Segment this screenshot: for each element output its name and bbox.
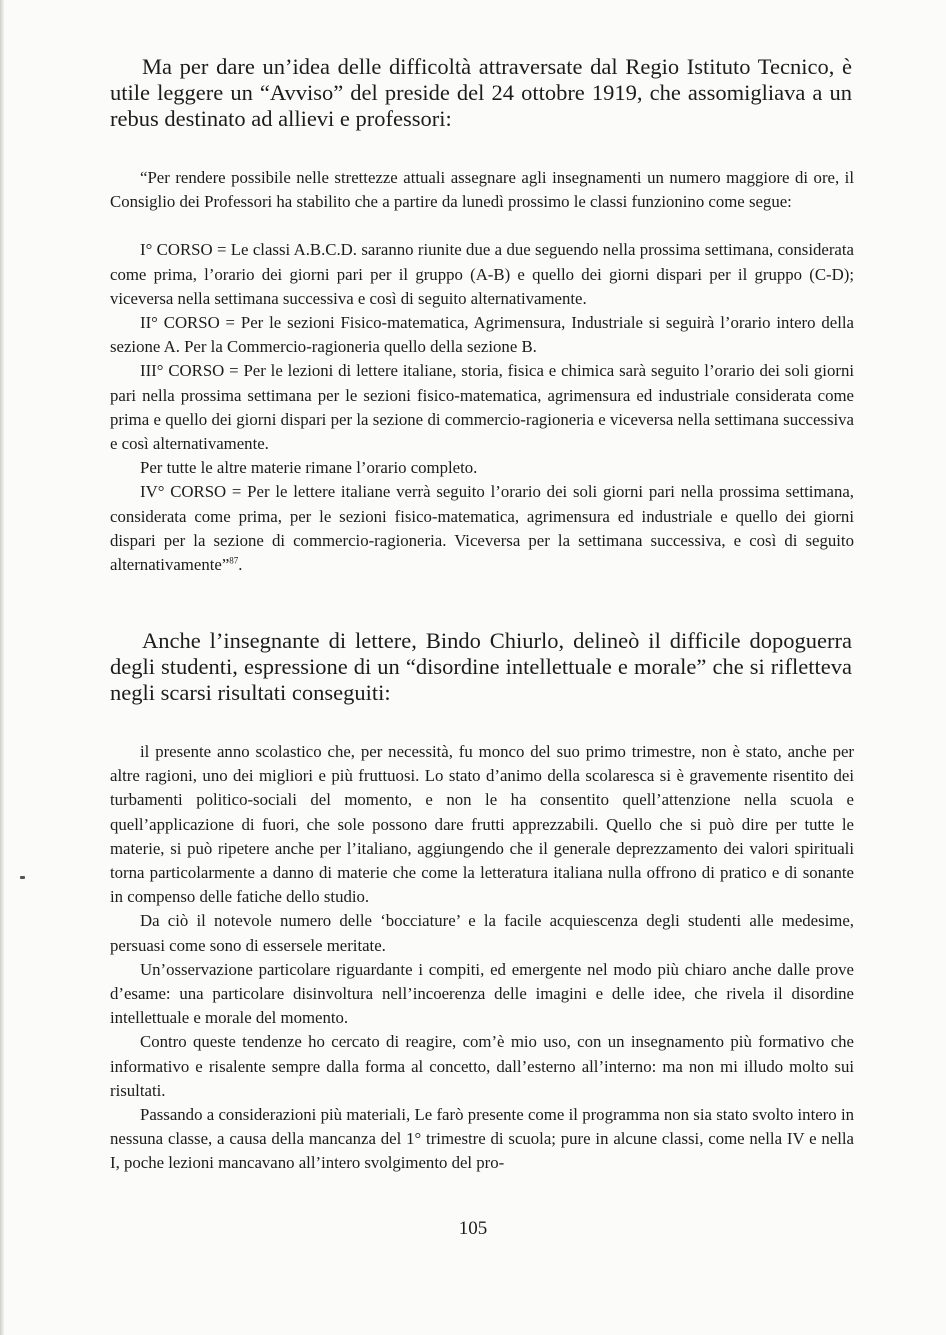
avviso-opening: “Per rendere possibile nelle strettezze attuali assegnare agli insegnamenti un numero maggiore di ore, il Consiglio dei Professori ha stabilito che a partire da lunedì prossimo le classi funzionino come segue: bbox=[110, 168, 854, 212]
relazione-paragraph-2: Da ciò il notevole numero delle ‘bocciature’ e la facile acquiescenza degli studenti alle medesime, persuasi come sono di essersele meritate. bbox=[110, 911, 854, 955]
avviso-corso-2: II° CORSO = Per le sezioni Fisico-matematica, Agrimensura, Industriale si seguirà l’orario intero della sezione A. Per la Commercio-ragioneria quello della sezione B. bbox=[110, 313, 854, 357]
page-number: 105 bbox=[458, 1218, 488, 1239]
chiurlo-intro-paragraph: Anche l’insegnante di lettere, Bindo Chiurlo, delineò il difficile dopoguerra degli studenti, espressione di un “disordine intellettuale e morale” che si rifletteva negli scarsi risultati conseguiti: bbox=[110, 628, 852, 705]
avviso-altre-materie: Per tutte le altre materie rimane l’orario completo. bbox=[140, 458, 478, 478]
relazione-paragraph-1: il presente anno scolastico che, per necessità, fu monco del suo primo trimestre, non è stato, anche per altre ragioni, uno dei migliori e più fruttuosi. Lo stato d’animo della scolaresca si è gravemente risentito dei turbamenti politico-sociali del momento, e non le ha consentito quell’attenzione nella scuola e quell’applicazione di fuori, che sole possono dare frutti apprezzabili. Quello che si può dire per tutte le materie, si può ripetere anche per l’italiano, aggiungendo che il generale deprezzamento dei valori spirituali torna particolarmente a danno di materie che come la letteratura italiana nulla offrono di pratico e di sonante in compenso delle fatiche dello studio. bbox=[110, 742, 854, 907]
avviso-closing-punct: . bbox=[238, 555, 243, 575]
avviso-corso-4-text: IV° CORSO = Per le lettere italiane verrà seguito l’orario dei soli giorni pari nella prossima settimana, considerata come prima, per le sezioni fisico-matematica, agrimensura ed industriale e quello dei giorni dispari per la sezione di commercio-ragioneria. Viceversa per la settimana successiva, e così di seguito alternativamente” bbox=[110, 482, 854, 575]
avviso-quotation bbox=[110, 166, 854, 577]
relazione-paragraph-3: Un’osservazione particolare riguardante i compiti, ed emergente nel modo più chiaro anche dalle prove d’esame: una particolare disinvoltura nell’incoerenza delle imagini e delle idee, che rivela il disordine intellettuale e morale del momento. bbox=[110, 959, 854, 1028]
avviso-corso-3: III° CORSO = Per le lezioni di lettere italiane, storia, fisica e chimica sarà seguito l’orario dei soli giorni pari nella prossima settimana per le sezioni fisico-matematica, agrimensura ed industriale considerata come prima e quello dei giorni dispari per la sezione di commercio-ragioneria e viceversa nella settimana successiva e così alternativamente. bbox=[110, 361, 854, 454]
intro-paragraph: Ma per dare un’idea delle difficoltà attraversate dal Regio Istituto Tecnico, è utile leggere un “Avviso” del preside del 24 ottobre 1919, che assomigliava a un rebus destinato ad allievi e professori: bbox=[110, 54, 852, 131]
footnote-ref-87: 87 bbox=[229, 555, 239, 566]
avviso-corso-4 bbox=[110, 480, 854, 577]
relazione-paragraph-5: Passando a considerazioni più materiali, Le farò presente come il programma non sia stato svolto intero in nessuna classe, a causa della mancanza del 1° trimestre di scuola; pure in alcune classi, come nella IV e nella I, poche lezioni mancavano all’intero svolgimento del pro- bbox=[110, 1105, 854, 1173]
chiurlo-relazione-quotation bbox=[110, 740, 854, 1176]
avviso-corso-1: I° CORSO = Le classi A.B.C.D. saranno riunite due a due seguendo nella prossima settimana, considerata come prima, l’orario dei giorni pari per il gruppo (A-B) e quello dei giorni dispari per il gruppo (C-D); viceversa nella settimana successiva e così di seguito alternativamente. bbox=[110, 240, 854, 308]
relazione-paragraph-4: Contro queste tendenze ho cercato di reagire, com’è mio uso, con un insegnamento più formativo che informativo e risalente sempre dalla forma al concetto, dall’esterno all’interno: ma non mi illudo molto sui risultati. bbox=[110, 1032, 854, 1100]
margin-mark bbox=[20, 876, 25, 879]
